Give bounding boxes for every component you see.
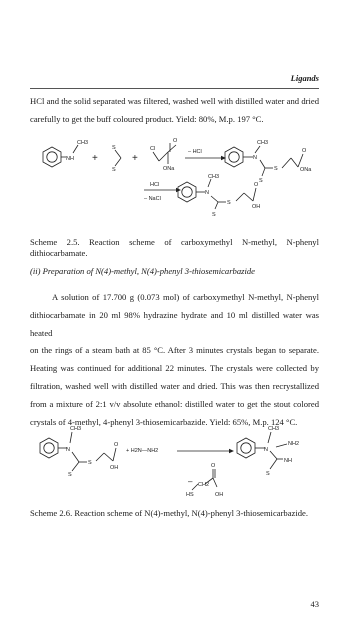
label-s-5: S (227, 200, 231, 206)
label-oh-3: OH (215, 492, 224, 498)
label-ona-2: ONa (300, 167, 312, 173)
main-paragraph-line-4: Heating was continued for additional 22 minutes. The crystals were collected by (30, 363, 319, 374)
label-s-3: S (274, 166, 278, 172)
label-nh2: NH2 (288, 441, 300, 447)
main-paragraph-line-6: from a mixture of 2:1 v/v absolute ethanol: distilled water to get the stout colored (30, 398, 319, 409)
label-oh-2: OH (110, 465, 119, 471)
section-heading: (ii) Preparation of N(4)-methyl, N(4)-phenyl 3-thiosemicarbazide (30, 266, 255, 276)
top-paragraph-line-2: carefully to get the buff coloured product. Yield: 80%, M.p. 197 °C. (30, 113, 264, 124)
label-minus-nacl: – NaCl (144, 196, 161, 202)
label-n-3: N (66, 447, 70, 453)
label-minus: – (188, 477, 193, 486)
main-paragraph-line-2: dithiocarbamate in 20 ml 98% hydrazine hydrate and 10 ml distilled water was heated (30, 309, 319, 338)
main-paragraph-line-1: A solution of 17.700 g (0.073 mol) of carboxymethyl N-methyl, N-phenyl (52, 292, 319, 302)
plus-sign-2: + (132, 153, 138, 164)
label-s-8: S (88, 460, 92, 466)
label-hs: HS (186, 492, 194, 498)
page-number: 43 (310, 599, 319, 609)
scheme-2-5-caption (30, 237, 319, 259)
plus-sign-1: + (92, 153, 98, 164)
main-paragraph (30, 289, 319, 431)
label-ch3-3: CH3 (208, 174, 220, 180)
label-n-4: N (264, 447, 268, 453)
scheme-2-5-caption-line-1: Scheme 2.5. Reaction scheme of carboxymethyl N-methyl, N-phenyl (30, 237, 319, 247)
scheme-2-5-caption-line-2: dithiocarbamate. (30, 248, 88, 258)
label-ch3-2: CH3 (257, 140, 269, 146)
running-title: Ligands (290, 73, 319, 83)
main-paragraph-line-3: on the rings of a steam bath at 85 °C. After 3 minutes crystals began to separate. (30, 345, 319, 356)
label-ch3-1: CH3 (77, 140, 89, 146)
label-ch3-5: CH3 (268, 426, 280, 432)
scheme-2-6-structure (0, 417, 345, 507)
label-o-1: O (173, 138, 178, 144)
label-ch3-4: CH3 (70, 426, 82, 432)
label-oh-1: OH (252, 204, 261, 210)
label-n-1: N (253, 155, 257, 161)
label-ona-1: ONa (163, 166, 175, 172)
running-header (30, 70, 319, 89)
label-hydrazine: + H2N—NH2 (126, 448, 159, 454)
label-o-2: O (302, 148, 307, 154)
top-paragraph (30, 93, 319, 129)
label-o-5: O (211, 463, 216, 469)
scheme-2-6-caption: Scheme 2.6. Reaction scheme of N(4)-methyl, N(4)-phenyl 3-thiosemicarbazide. (30, 508, 309, 518)
label-cl: Cl (150, 146, 156, 152)
label-s-7: S (68, 472, 72, 478)
scheme-2-5-structure (0, 128, 345, 228)
label-s-4: S (259, 178, 263, 184)
main-paragraph-line-5: filtration, washed well with distilled water and dried. This was then recrystallized (30, 380, 319, 391)
label-ch2: CH2 (198, 482, 210, 488)
label-s-1: S (112, 145, 116, 151)
label-nh: NH (66, 156, 74, 162)
label-s-2: S (112, 167, 116, 173)
label-nh-2: NH (284, 458, 292, 464)
top-paragraph-line-1: HCl and the solid separated was filtered, washed well with distilled water and dried (30, 96, 319, 106)
label-minus-hcl: – HCl (188, 149, 202, 155)
label-n-2: N (205, 190, 209, 196)
main-paragraph-line-7: crystals of 4-methyl, 4-phenyl 3-thiosemicarbazide. Yield: 65%, M.p. 124 °C. (30, 416, 298, 427)
label-o-3: O (254, 182, 259, 188)
label-hcl: HCl (150, 182, 160, 188)
label-s-6: S (212, 212, 216, 218)
label-o-4: O (114, 442, 119, 448)
label-s-9: S (266, 471, 270, 477)
